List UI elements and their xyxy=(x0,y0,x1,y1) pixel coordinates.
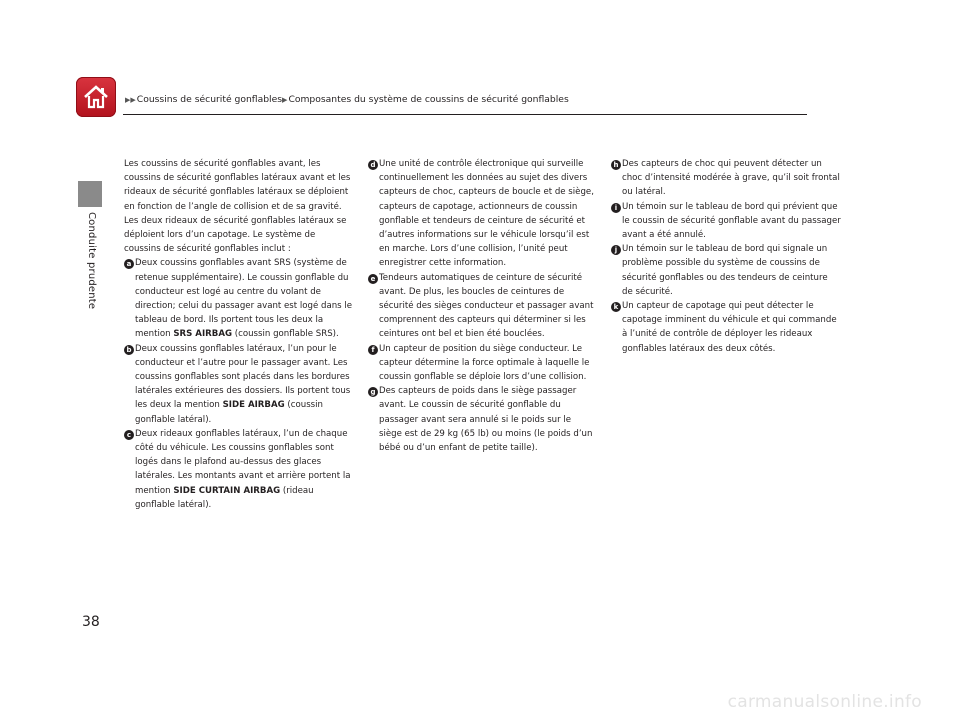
item-number-badge: i xyxy=(611,203,621,213)
list-item: j Un témoin sur le tableau de bord qui signale un problème possible du système de coussins de sécurité gonflables ou des tendeurs de ceinture de sécurité. xyxy=(611,242,841,299)
list-item: g Des capteurs de poids dans le siège passager avant. Le coussin de sécurité gonflable du passager avant sera annulé si le poids sur le siège est de 29 kg (65 lb) ou moins (le poids d’un bébé ou d’un enfant de petite taille). xyxy=(368,384,596,455)
item-number-badge: f xyxy=(368,345,378,355)
list-item: e Tendeurs automatiques de ceinture de sécurité avant. De plus, les boucles de ceintures de sécurité des sièges conducteur et passager avant comprennent des capteurs qui déterminer si les ceintures ont bel et bien été bouclées. xyxy=(368,271,596,342)
item-number-badge: b xyxy=(124,345,134,355)
list-item: h Des capteurs de choc qui peuvent détecter un choc d’intensité modérée à grave, qu’il soit frontal ou latéral. xyxy=(611,157,841,200)
sidebar-tab xyxy=(78,181,102,207)
item-number-badge: j xyxy=(611,245,621,255)
airbag-label: SRS AIRBAG xyxy=(173,329,233,340)
breadcrumb xyxy=(125,94,569,105)
header-rule xyxy=(123,114,807,115)
column-3 xyxy=(611,157,841,356)
intro-paragraph: Les coussins de sécurité gonflables avant, les coussins de sécurité gonflables latéraux avant et les rideaux de sécurité gonflables latéraux se déploient en fonction de l’angle de collision et de sa gravité. Les deux rideaux de sécurité gonflables latéraux se déploient lors d’un capotage. Le système de coussins de sécurité gonflables inclut : xyxy=(124,159,351,255)
house-icon xyxy=(82,83,110,111)
page-number: 38 xyxy=(82,614,100,630)
list-item: c Deux rideaux gonflables latéraux, l’un de chaque côté du véhicule. Les coussins gonflables sont logés dans le plafond au-dessus des glaces latérales. Les montants avant et arrière portent la mention SIDE CURTAIN AIRBAG (rideau gonflable latéral). xyxy=(124,427,354,512)
list-item: a Deux coussins gonflables avant SRS (système de retenue supplémentaire). Le coussin gonflable du conducteur est logé au centre du volant de direction; celui du passager avant est logé dans le tableau de bord. Ils portent tous les deux la mention SRS AIRBAG (coussin gonflable SRS). xyxy=(124,256,354,341)
item-number-badge: k xyxy=(611,302,621,312)
sidebar-section-label: Conduite prudente xyxy=(86,212,97,310)
list-item: i Un témoin sur le tableau de bord qui prévient que le coussin de sécurité gonflable avant du passager avant a été annulé. xyxy=(611,200,841,243)
item-number-badge: g xyxy=(368,387,378,397)
home-button[interactable] xyxy=(76,77,116,117)
column-2 xyxy=(368,157,596,455)
double-triangle-arrow-icon: ▶▶ xyxy=(125,96,136,104)
item-number-badge: a xyxy=(124,259,134,269)
breadcrumb-link-airbags[interactable]: Coussins de sécurité gonflables xyxy=(136,94,283,105)
column-1 xyxy=(124,157,354,512)
list-item: b Deux coussins gonflables latéraux, l’un pour le conducteur et l’autre pour le passager avant. Les coussins gonflables sont placés dans les bordures latérales extérieures des dossiers. Ils portent tous les deux la mention SIDE AIRBAG (coussin gonflable latéral). xyxy=(124,342,354,427)
airbag-label: SIDE CURTAIN AIRBAG xyxy=(173,485,281,496)
item-number-badge: h xyxy=(611,160,621,170)
item-number-badge: c xyxy=(124,430,134,440)
airbag-label: SIDE AIRBAG xyxy=(222,400,285,411)
breadcrumb-current: Composantes du système de coussins de sécurité gonflables xyxy=(288,94,569,105)
list-item: f Un capteur de position du siège conducteur. Le capteur détermine la force optimale à laquelle le coussin gonflable se déploie lors d’une collision. xyxy=(368,342,596,385)
list-item: d Une unité de contrôle électronique qui surveille continuellement les données au sujet des divers capteurs de choc, capteurs de boucle et de siège, capteurs de capotage, actionneurs de coussin gonflable et tendeurs de ceinture de sécurité et d’autres informations sur le véhicule lorsqu’il est en marche. Lors d’une collision, l’unité peut enregistrer cette information. xyxy=(368,157,596,271)
item-number-badge: e xyxy=(368,274,378,284)
triangle-arrow-icon: ▶ xyxy=(282,96,288,104)
list-item: k Un capteur de capotage qui peut détecter le capotage imminent du véhicule et qui commande à l’unité de contrôle de déployer les rideaux gonflables latéraux des deux côtés. xyxy=(611,299,841,356)
item-number-badge: d xyxy=(368,160,378,170)
watermark: carmanualsonline.info xyxy=(727,692,922,712)
